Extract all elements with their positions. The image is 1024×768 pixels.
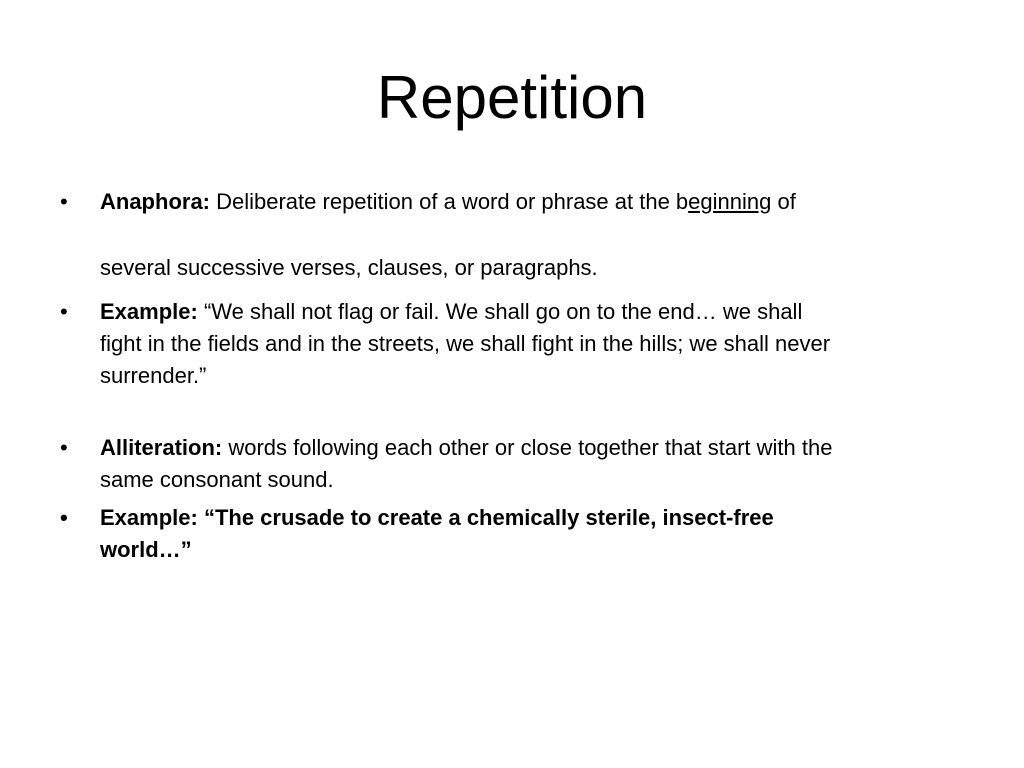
bullet-dot: • [60, 435, 68, 460]
term-label: Example: [100, 299, 198, 324]
definition-text: of [771, 189, 796, 214]
bullet-line [100, 296, 970, 328]
bullet-text [100, 296, 970, 392]
bullet-dot: • [60, 299, 68, 324]
example-text: “We shall not flag or fail. We shall go on to the end… we shall [197, 299, 803, 324]
term-label: Alliteration: [100, 435, 223, 460]
term-label: Anaphora: [100, 189, 210, 214]
bullet-line [100, 186, 970, 218]
bullet-dot: • [60, 189, 68, 214]
bullet-line: fight in the fields and in the streets, we shall fight in the hills; we shall never [100, 331, 831, 356]
bullet-dot: • [60, 505, 68, 530]
bullet-text [100, 432, 970, 496]
underlined-text: eginning [688, 189, 772, 214]
bullet-line: surrender.” [100, 363, 207, 388]
bullet-line [100, 432, 970, 464]
bullet-line [100, 502, 970, 534]
bullet-line: same consonant sound. [100, 467, 334, 492]
bullet-text [100, 502, 970, 566]
bullet-line: world…” [100, 537, 192, 562]
bullet-line: several successive verses, clauses, or paragraphs. [100, 255, 598, 280]
definition-text: Deliberate repetition of a word or phrase at the b [210, 189, 689, 214]
definition-text: words following each other or close together that start with the [222, 435, 833, 460]
slide-title: Repetition [376, 64, 648, 131]
term-label: Example: [100, 505, 198, 530]
bullet-text [100, 186, 970, 284]
example-text: “The crusade to create a chemically sterile, insect-free [197, 505, 774, 530]
